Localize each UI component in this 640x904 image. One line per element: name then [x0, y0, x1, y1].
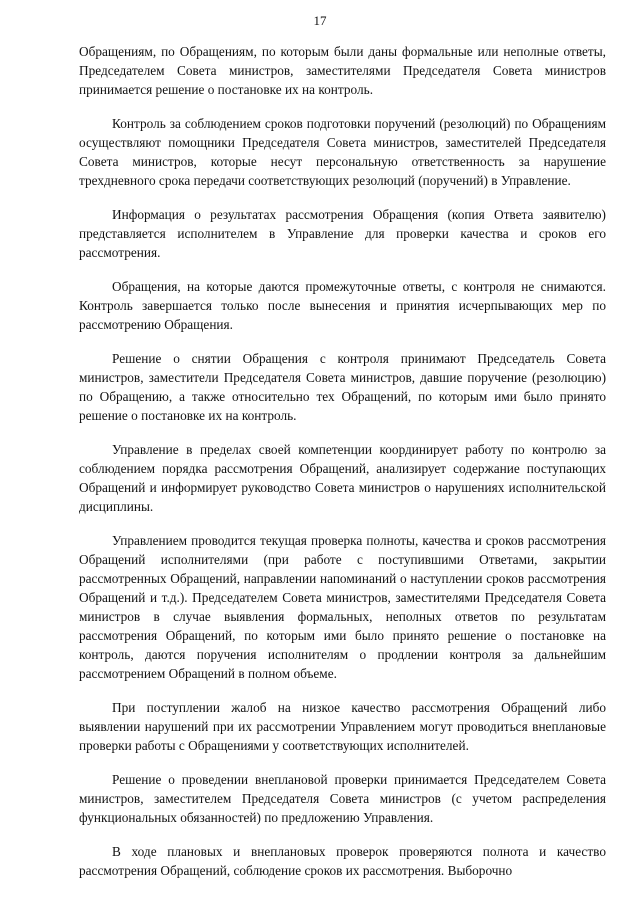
paragraph-2: Контроль за соблюдением сроков подготовки поручений (резолюций) по Обращениям осуществляют помощники Председателя Совета министров, заместителей Председателя Совета министров, которые несут персональную ответственность за нарушение трехдневного срока передачи соответствующих резолюций (поручений) в Управление.	[79, 116, 606, 188]
paragraph-1: Обращениям, по Обращениям, по которым были даны формальные или неполные ответы, Председателем Совета министров, заместителями Председателя Совета министров принимается решение о постановке их на контроль.	[79, 44, 606, 97]
paragraph-9: Решение о проведении внеплановой проверки принимается Председателем Совета министров, заместителем Председателя Совета министров (с учетом распределения функциональных обязанностей) по предложению Управления.	[79, 772, 606, 825]
document-body	[79, 42, 606, 880]
paragraph-8: При поступлении жалоб на низкое качество рассмотрения Обращений либо выявлении нарушений при их рассмотрении Управлением могут проводиться внеплановые проверки работы с Обращениями у соответствующих исполнителей.	[79, 700, 606, 753]
paragraph-10: В ходе плановых и внеплановых проверок проверяются полнота и качество рассмотрения Обращений, соблюдение сроков их рассмотрения. Выборочно	[79, 844, 606, 878]
paragraph-5: Решение о снятии Обращения с контроля принимают Председатель Совета министров, заместители Председателя Совета министров, давшие поручение (резолюцию) по Обращению, а также относительно тех Обращений, по которым ими было принято решение о постановке их на контроль.	[79, 351, 606, 423]
paragraph-6: Управление в пределах своей компетенции координирует работу по контролю за соблюдением порядка рассмотрения Обращений, анализирует содержание поступающих Обращений и информирует руководство Совета министров о нарушениях исполнительской дисциплины.	[79, 442, 606, 514]
paragraph-7: Управлением проводится текущая проверка полноты, качества и сроков рассмотрения Обращений исполнителями (при работе с поступившими Ответами, закрытии рассмотренных Обращений, направлении напоминаний о наступлении сроков рассмотрения Обращений и т.д.). Председателем Совета министров, заместителями Председателя Совета министров в случае выявления формальных, неполных ответов по результатам рассмотрения Обращений, по которым ими было принято решение о постановке на контроль, даются поручения исполнителям о продлении контроля за дальнейшим рассмотрением Обращений в полном объеме.	[79, 533, 606, 681]
paragraph-4: Обращения, на которые даются промежуточные ответы, с контроля не снимаются. Контроль завершается только после вынесения и принятия исчерпывающих мер по рассмотрению Обращения.	[79, 279, 606, 332]
paragraph-3: Информация о результатах рассмотрения Обращения (копия Ответа заявителю) представляется исполнителем в Управление для проверки качества и сроков его рассмотрения.	[79, 207, 606, 260]
page-number: 17	[313, 13, 327, 28]
